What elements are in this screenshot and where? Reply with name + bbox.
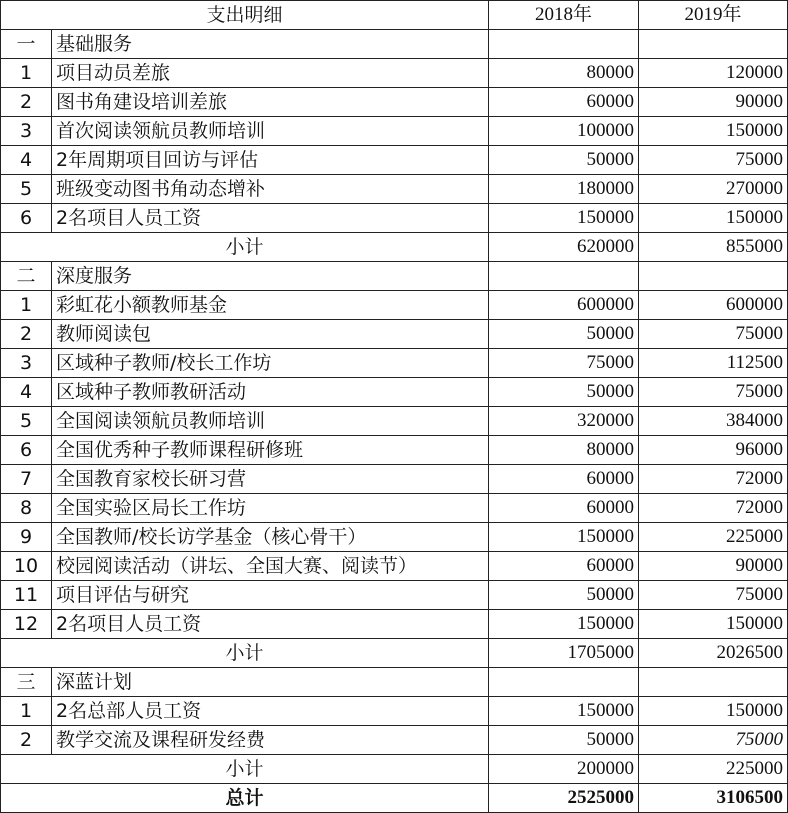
row-2019: 225000 <box>639 523 788 552</box>
empty-cell <box>489 30 639 59</box>
row-number: 10 <box>1 552 52 581</box>
table-row <box>1 117 788 146</box>
section-number: 一 <box>1 30 52 59</box>
header-title: 支出明细 <box>1 1 489 30</box>
row-2019: 75000 <box>639 146 788 175</box>
section-row <box>1 30 788 59</box>
total-2018: 2525000 <box>489 784 639 813</box>
empty-cell <box>639 668 788 697</box>
row-name: 首次阅读领航员教师培训 <box>52 117 489 146</box>
table-row <box>1 436 788 465</box>
subtotal-2019: 2026500 <box>639 639 788 668</box>
subtotal-row <box>1 755 788 784</box>
section-name: 基础服务 <box>52 30 489 59</box>
row-name: 2名项目人员工资 <box>52 610 489 639</box>
subtotal-2019: 225000 <box>639 755 788 784</box>
row-number: 1 <box>1 59 52 88</box>
row-2018: 80000 <box>489 59 639 88</box>
row-2019: 75000 <box>639 320 788 349</box>
section-row <box>1 668 788 697</box>
row-2019: 75000 <box>639 378 788 407</box>
row-2018: 80000 <box>489 436 639 465</box>
row-name: 全国教师/校长访学基金（核心骨干） <box>52 523 489 552</box>
row-number: 1 <box>1 697 52 726</box>
table-row <box>1 494 788 523</box>
row-name: 彩虹花小额教师基金 <box>52 291 489 320</box>
table-row <box>1 697 788 726</box>
section-number: 三 <box>1 668 52 697</box>
header-row <box>1 1 788 30</box>
table-row <box>1 378 788 407</box>
row-2018: 150000 <box>489 697 639 726</box>
total-row <box>1 784 788 813</box>
empty-cell <box>489 262 639 291</box>
subtotal-2019: 855000 <box>639 233 788 262</box>
row-name: 项目动员差旅 <box>52 59 489 88</box>
row-number: 1 <box>1 291 52 320</box>
subtotal-label: 小计 <box>1 233 489 262</box>
row-name: 图书角建设培训差旅 <box>52 88 489 117</box>
row-2019: 90000 <box>639 88 788 117</box>
row-2019: 120000 <box>639 59 788 88</box>
row-number: 12 <box>1 610 52 639</box>
row-number: 2 <box>1 320 52 349</box>
row-number: 6 <box>1 204 52 233</box>
table-row <box>1 523 788 552</box>
row-2018: 60000 <box>489 552 639 581</box>
row-2018: 100000 <box>489 117 639 146</box>
row-number: 6 <box>1 436 52 465</box>
row-2018: 150000 <box>489 610 639 639</box>
row-2019: 150000 <box>639 610 788 639</box>
row-2019: 270000 <box>639 175 788 204</box>
row-2019: 96000 <box>639 436 788 465</box>
row-number: 4 <box>1 146 52 175</box>
table-row <box>1 610 788 639</box>
table-row <box>1 581 788 610</box>
row-number: 5 <box>1 407 52 436</box>
row-name: 班级变动图书角动态增补 <box>52 175 489 204</box>
row-2018: 50000 <box>489 378 639 407</box>
header-2019: 2019年 <box>639 1 788 30</box>
total-label: 总计 <box>1 784 489 813</box>
row-2018: 150000 <box>489 523 639 552</box>
row-name: 全国实验区局长工作坊 <box>52 494 489 523</box>
row-number: 8 <box>1 494 52 523</box>
table-row <box>1 552 788 581</box>
row-name: 全国优秀种子教师课程研修班 <box>52 436 489 465</box>
row-number: 2 <box>1 726 52 755</box>
subtotal-2018: 620000 <box>489 233 639 262</box>
row-2018: 320000 <box>489 407 639 436</box>
subtotal-label: 小计 <box>1 639 489 668</box>
row-2018: 50000 <box>489 581 639 610</box>
empty-cell <box>489 668 639 697</box>
total-2019: 3106500 <box>639 784 788 813</box>
row-name: 区域种子教师教研活动 <box>52 378 489 407</box>
section-name: 深蓝计划 <box>52 668 489 697</box>
row-2019: 72000 <box>639 465 788 494</box>
row-name: 项目评估与研究 <box>52 581 489 610</box>
row-name: 全国教育家校长研习营 <box>52 465 489 494</box>
row-2018: 60000 <box>489 494 639 523</box>
row-name: 教师阅读包 <box>52 320 489 349</box>
row-name: 2名项目人员工资 <box>52 204 489 233</box>
row-number: 7 <box>1 465 52 494</box>
header-2018: 2018年 <box>489 1 639 30</box>
table-row <box>1 204 788 233</box>
row-2018: 50000 <box>489 726 639 755</box>
table-row <box>1 407 788 436</box>
row-2018: 150000 <box>489 204 639 233</box>
table-row <box>1 146 788 175</box>
table-row <box>1 88 788 117</box>
section-row <box>1 262 788 291</box>
subtotal-2018: 200000 <box>489 755 639 784</box>
row-name: 全国阅读领航员教师培训 <box>52 407 489 436</box>
row-number: 9 <box>1 523 52 552</box>
row-2019: 90000 <box>639 552 788 581</box>
subtotal-row <box>1 233 788 262</box>
empty-cell <box>639 30 788 59</box>
section-name: 深度服务 <box>52 262 489 291</box>
row-2018: 600000 <box>489 291 639 320</box>
table-row <box>1 320 788 349</box>
row-name: 校园阅读活动（讲坛、全国大赛、阅读节） <box>52 552 489 581</box>
row-2018: 60000 <box>489 88 639 117</box>
table-row <box>1 349 788 378</box>
subtotal-row <box>1 639 788 668</box>
table-row <box>1 291 788 320</box>
table-row <box>1 59 788 88</box>
row-number: 11 <box>1 581 52 610</box>
table-row <box>1 175 788 204</box>
row-2019: 75000 <box>639 581 788 610</box>
row-name: 2年周期项目回访与评估 <box>52 146 489 175</box>
row-2019: 72000 <box>639 494 788 523</box>
row-name: 2名总部人员工资 <box>52 697 489 726</box>
subtotal-2018: 1705000 <box>489 639 639 668</box>
row-2018: 50000 <box>489 146 639 175</box>
row-number: 3 <box>1 349 52 378</box>
row-number: 2 <box>1 88 52 117</box>
row-name: 教学交流及课程研发经费 <box>52 726 489 755</box>
row-2019: 75000 <box>639 726 788 755</box>
table-row <box>1 465 788 494</box>
row-2018: 60000 <box>489 465 639 494</box>
section-number: 二 <box>1 262 52 291</box>
table-row <box>1 726 788 755</box>
row-2019: 600000 <box>639 291 788 320</box>
row-name: 区域种子教师/校长工作坊 <box>52 349 489 378</box>
row-number: 3 <box>1 117 52 146</box>
row-2018: 75000 <box>489 349 639 378</box>
row-2019: 150000 <box>639 697 788 726</box>
empty-cell <box>639 262 788 291</box>
row-number: 4 <box>1 378 52 407</box>
row-2019: 150000 <box>639 117 788 146</box>
row-2018: 180000 <box>489 175 639 204</box>
row-2019: 112500 <box>639 349 788 378</box>
subtotal-label: 小计 <box>1 755 489 784</box>
row-2019: 384000 <box>639 407 788 436</box>
row-2019: 150000 <box>639 204 788 233</box>
row-number: 5 <box>1 175 52 204</box>
row-2018: 50000 <box>489 320 639 349</box>
